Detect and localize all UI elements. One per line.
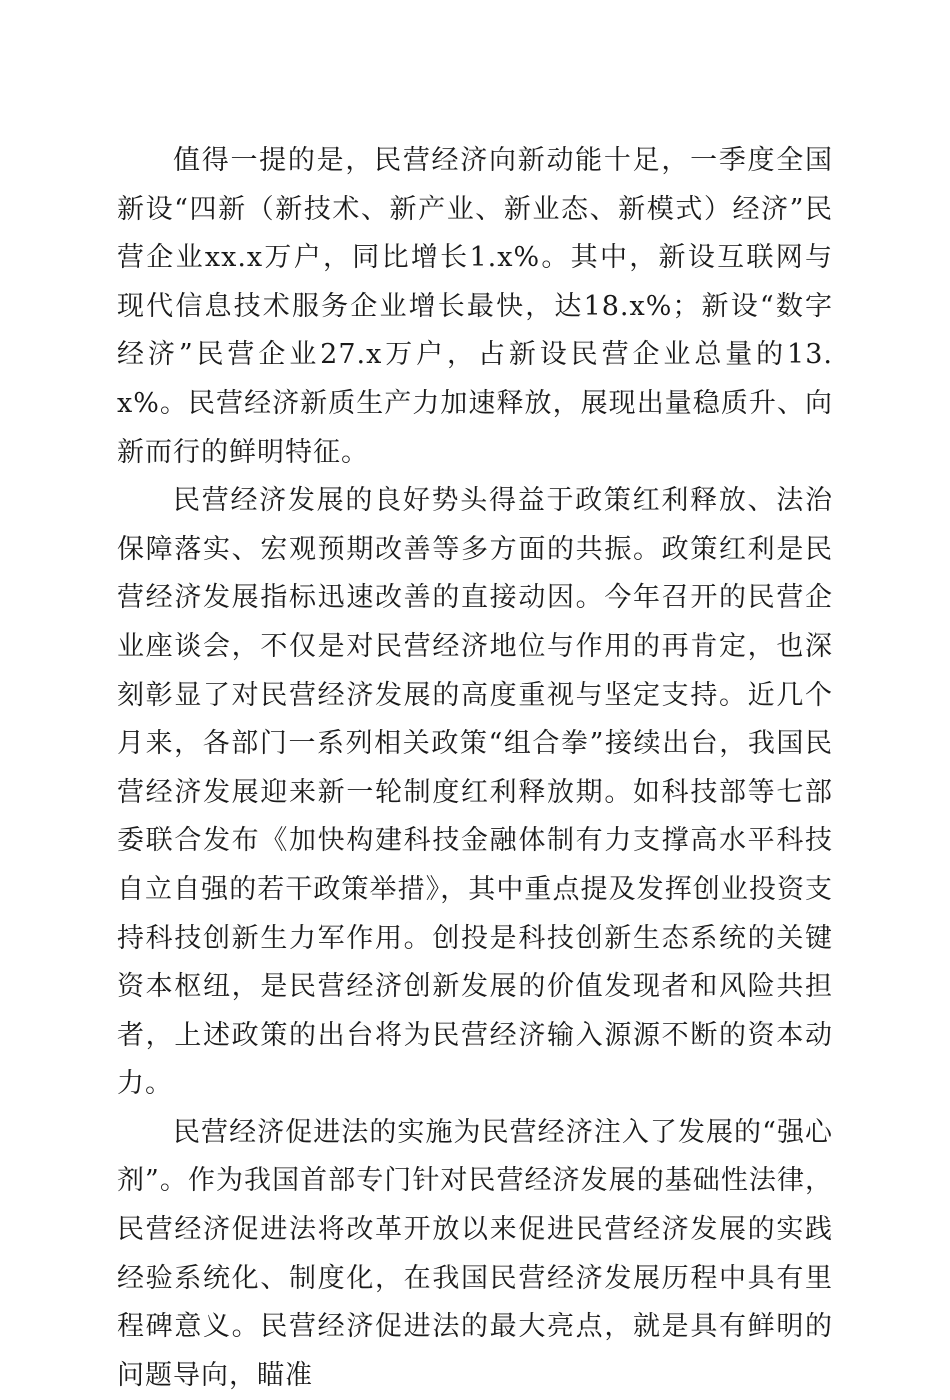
body-text xyxy=(117,137,833,1400)
paragraph-new-momentum: 值得一提的是，民营经济向新动能十足，一季度全国新设“四新（新技术、新产业、新业态、新模式）经济”民营企业xx.x万户，同比增长1.x%。其中，新设互联网与现代信息技术服务企业增长最快，达18.x%；新设“数字经济”民营企业27.x万户，占新设民营企业总量的13.x%。民营经济新质生产力加速释放，展现出量稳质升、向新而行的鲜明特征。 xyxy=(117,145,833,468)
paragraph-promotion-law: 民营经济促进法的实施为民营经济注入了发展的“强心剂”。作为我国首部专门针对民营经济发展的基础性法律，民营经济促进法将改革开放以来促进民营经济发展的实践经验系统化、制度化，在我国民营经济发展历程中具有里程碑意义。民营经济促进法的最大亮点，就是具有鲜明的问题导向，瞄准 xyxy=(117,1116,833,1391)
paragraph-policy-dividends: 民营经济发展的良好势头得益于政策红利释放、法治保障落实、宏观预期改善等多方面的共振。政策红利是民营经济发展指标迅速改善的直接动因。今年召开的民营企业座谈会，不仅是对民营经济地位与作用的再肯定，也深刻彰显了对民营经济发展的高度重视与坚定支持。近几个月来，各部门一系列相关政策“组合拳”接续出台，我国民营经济发展迎来新一轮制度红利释放期。如科技部等七部委联合发布《加快构建科技金融体制有力支撑高水平科技自立自强的若干政策举措》，其中重点提及发挥创业投资支持科技创新生力军作用。创投是科技创新生态系统的关键资本枢纽，是民营经济创新发展的价值发现者和风险共担者，上述政策的出台将为民营经济输入源源不断的资本动力。 xyxy=(117,485,833,1100)
